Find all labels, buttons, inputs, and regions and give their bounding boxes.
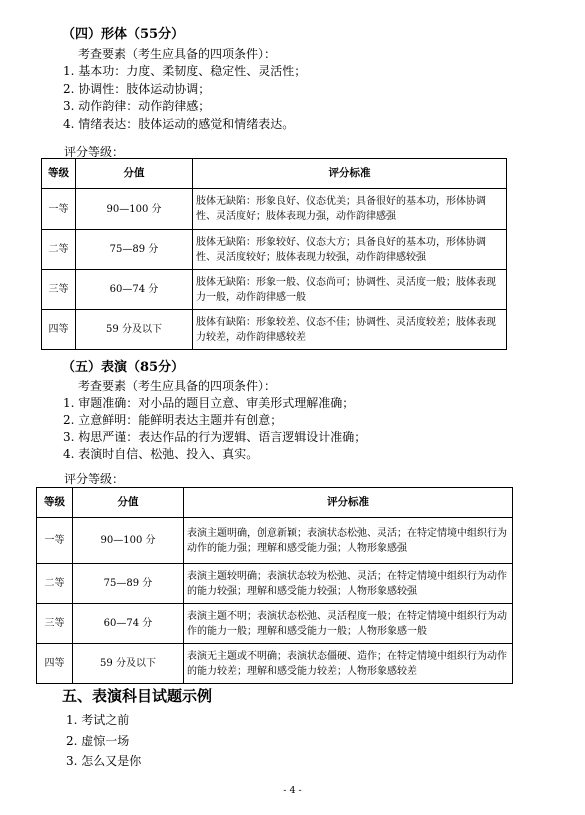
section-five-heading: 五、表演科目试题示例 [62,687,213,705]
section5-grade-table [36,487,513,684]
table-row [37,518,513,564]
score-cell: 60—74 分 [73,604,184,644]
section4-grade-label: 评分等级： [64,145,125,159]
table-row [42,310,507,350]
table-row [42,189,507,230]
header-score: 分值 [76,159,193,189]
section5-intro: 考查要素（考生应具备的四项条件）： [78,379,277,393]
criteria-cell: 表演主题明确，创意新颖；表演状态松弛、灵活；在特定情境中组织行为动作的能力强；理解和感受能力强；人物形象感强 [184,518,513,564]
level-cell: 四等 [37,644,73,684]
level-cell: 一等 [42,189,76,230]
score-cell: 75—89 分 [76,230,193,270]
header-level: 等级 [37,488,73,518]
criteria-cell: 肢体无缺陷：形象较好、仪态大方；具备良好的基本功，形体协调性、灵活度较好；肢体表现力较强，动作韵律感较强 [193,230,507,270]
criteria-cell: 肢体无缺陷：形象一般、仪态尚可；协调性、灵活度一般；肢体表现力一般，动作韵律感一般 [193,270,507,310]
section4-item-2: 2. 协调性：肢体运动协调； [63,82,211,96]
score-cell: 75—89 分 [73,564,184,604]
example-item-3: 3. 怎么又是你 [66,754,142,768]
section5-item-2: 2. 立意鲜明：能鲜明表达主题并有创意； [63,413,283,427]
level-cell: 三等 [37,604,73,644]
score-cell: 90—100 分 [73,518,184,564]
score-cell: 59 分及以下 [76,310,193,350]
section5-heading: （五）表演（85分） [62,360,185,375]
table-row [42,270,507,310]
level-cell: 二等 [37,564,73,604]
section4-item-4: 4. 情绪表达：肢体运动的感觉和情绪表达。 [63,117,295,131]
section5-grade-label: 评分等级： [64,472,125,486]
level-cell: 一等 [37,518,73,564]
section4-item-1: 1. 基本功：力度、柔韧度、稳定性、灵活性； [63,64,307,78]
example-item-1: 1. 考试之前 [66,713,130,727]
section4-item-3: 3. 动作韵律：动作韵律感； [63,99,211,113]
section4-grade-table [41,158,507,350]
table-header-row [37,488,513,518]
section5-item-1: 1. 审题准确：对小品的题目立意、审美形式理解准确； [63,396,355,410]
score-cell: 60—74 分 [76,270,193,310]
criteria-cell: 肢体无缺陷：形象良好、仪态优美；具备很好的基本功，形体协调性、灵活度好；肢体表现力强，动作韵律感强 [193,189,507,230]
section5-item-4: 4. 表演时自信、松弛、投入、真实。 [63,447,259,461]
page-number: - 4 - [283,785,302,796]
section4-intro: 考查要素（考生应具备的四项条件）： [78,47,277,61]
table-row [42,230,507,270]
example-item-2: 2. 虚惊一场 [66,734,130,748]
score-cell: 90—100 分 [76,189,193,230]
level-cell: 四等 [42,310,76,350]
score-cell: 59 分及以下 [73,644,184,684]
criteria-cell: 表演主题较明确；表演状态较为松弛、灵活；在特定情境中组织行为动作的能力较强；理解和感受能力较强；人物形象感较强 [184,564,513,604]
header-level: 等级 [42,159,76,189]
criteria-cell: 肢体有缺陷：形象较差、仪态不佳；协调性、灵活度较差；肢体表现力较差，动作韵律感较差 [193,310,507,350]
level-cell: 三等 [42,270,76,310]
table-header-row [42,159,507,189]
section4-heading: （四）形体（55分） [62,27,185,42]
header-criteria: 评分标准 [193,159,507,189]
criteria-cell: 表演无主题或不明确；表演状态僵硬、造作；在特定情境中组织行为动作的能力较差；理解和感受能力较差；人物形象感较差 [184,644,513,684]
header-criteria: 评分标准 [184,488,513,518]
section5-item-3: 3. 构思严谨：表达作品的行为逻辑、语言逻辑设计准确； [63,430,367,444]
table-row [37,564,513,604]
table-row [37,604,513,644]
header-score: 分值 [73,488,184,518]
criteria-cell: 表演主题不明；表演状态松弛、灵活程度一般；在特定情境中组织行为动作的能力一般；理解和感受能力一般；人物形象感一般 [184,604,513,644]
level-cell: 二等 [42,230,76,270]
table-row [37,644,513,684]
